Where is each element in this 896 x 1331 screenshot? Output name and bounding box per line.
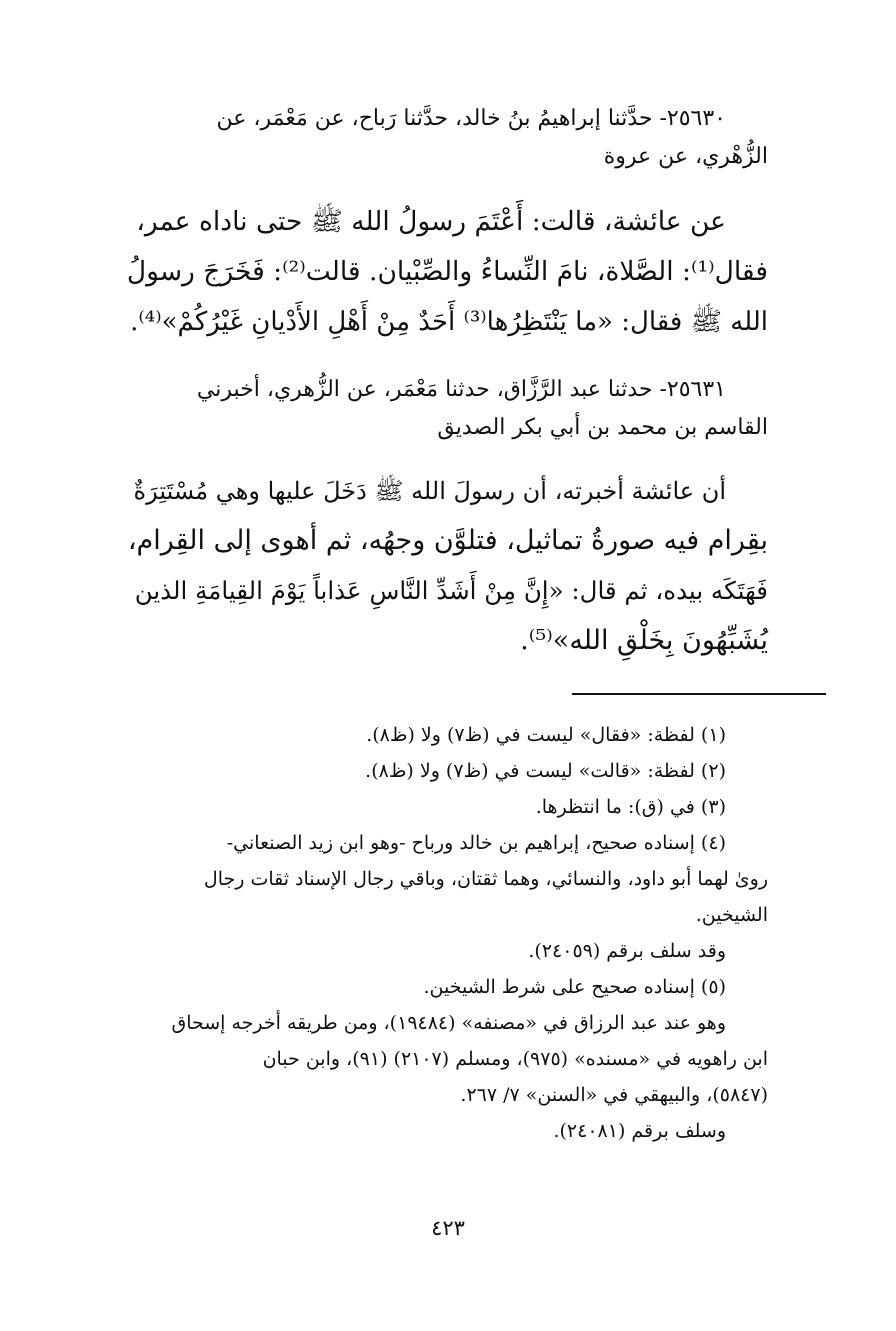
matn-line: بقِرام فيه صورةُ تماثيل، فتلوَّن وجهُه، ثم أهوى إلى القِرام، bbox=[127, 525, 768, 556]
footnote-line: وهو عند عبد الرزاق في «مصنفه» (١٩٤٨٤)، ومن طريقه أخرجه إسحاق bbox=[171, 1012, 726, 1034]
page-number: ٤٢٣ bbox=[431, 1216, 465, 1240]
hadith-25630-matn bbox=[128, 197, 768, 347]
matn-line: أن عائشة أخبرته، أن رسولَ الله ﷺ دَخَلَ عليها وهي مُسْتَتِرَةٌ bbox=[133, 477, 726, 505]
footnote-line: وسلف برقم (٢٤٠٨١). bbox=[553, 1120, 726, 1142]
footnote-line: الشيخين. bbox=[695, 904, 768, 926]
footnote-line: ابن راهويه في «مسنده» (٩٧٥)، ومسلم (٢١٠٧) (٩١)، وابن حبان bbox=[262, 1048, 768, 1070]
footnote-line: وقد سلف برقم (٢٤٠٥٩). bbox=[528, 940, 726, 962]
footnote-line: (٤) إسناده صحيح، إبراهيم بن خالد ورباح -وهو ابن زيد الصنعاني- bbox=[226, 832, 726, 854]
footnote-line: (٥) إسناده صحيح على شرط الشيخين. bbox=[423, 976, 726, 998]
hadith-25631-matn bbox=[128, 466, 768, 666]
footnote-line: (٥٨٤٧)، والبيهقي في «السنن» ٧/ ٢٦٧. bbox=[460, 1084, 768, 1106]
matn-line: فقال⁽¹⁾: الصَّلاة، نامَ النِّساءُ والصِّبْيان. قالت⁽²⁾: فَخَرَجَ رسولُ bbox=[126, 256, 768, 287]
footnote-line: (١) لفظة: «فقال» ليست في (ظ٧) ولا (ظ٨). bbox=[366, 724, 726, 746]
hadith-25630-isnad bbox=[128, 100, 768, 176]
footnote-line: (٢) لفظة: «قالت» ليست في (ظ٧) ولا (ظ٨). bbox=[365, 760, 726, 782]
isnad-line: ٢٥٦٣١- حدثنا عبد الرَّزَّاق، حدثنا مَعْمَر، عن الزُّهري، أخبرني bbox=[196, 377, 726, 402]
footnote-line: (٣) في (ق): ما انتظرها. bbox=[535, 796, 726, 818]
matn-line: فَهَتَكَه بيده، ثم قال: «إِنَّ مِنْ أَشَدِّ النَّاسِ عَذاباً يَوْمَ القِيامَةِ الذين bbox=[134, 576, 768, 605]
footnote-line: روىٰ لهما أبو داود، والنسائي، وهما ثقتان، وباقي رجال الإسناد ثقات رجال bbox=[203, 868, 768, 890]
matn-line: عن عائشة، قالت: أَعْتَمَ رسولُ الله ﷺ حتى ناداه عمر، bbox=[136, 206, 726, 237]
footnotes bbox=[128, 717, 768, 1149]
footnote-separator bbox=[572, 693, 826, 695]
hadith-25631-isnad bbox=[128, 371, 768, 447]
isnad-line: القاسم بن محمد بن أبي بكر الصديق bbox=[437, 415, 768, 440]
isnad-line: ٢٥٦٣٠- حدَّثنا إبراهيمُ بنُ خالد، حدَّثنا رَباح، عن مَعْمَر، عن bbox=[216, 106, 726, 131]
matn-line: الله ﷺ فقال: «ما يَنْتَظِرُها⁽³⁾ أَحَدٌ مِنْ أَهْلِ الأَدْيانِ غَيْرُكُمْ»⁽⁴⁾. bbox=[130, 307, 768, 337]
isnad-line: الزُّهْري، عن عروة bbox=[603, 144, 768, 169]
matn-line: يُشَبِّهُونَ بِخَلْقِ الله»⁽⁵⁾. bbox=[520, 625, 768, 656]
